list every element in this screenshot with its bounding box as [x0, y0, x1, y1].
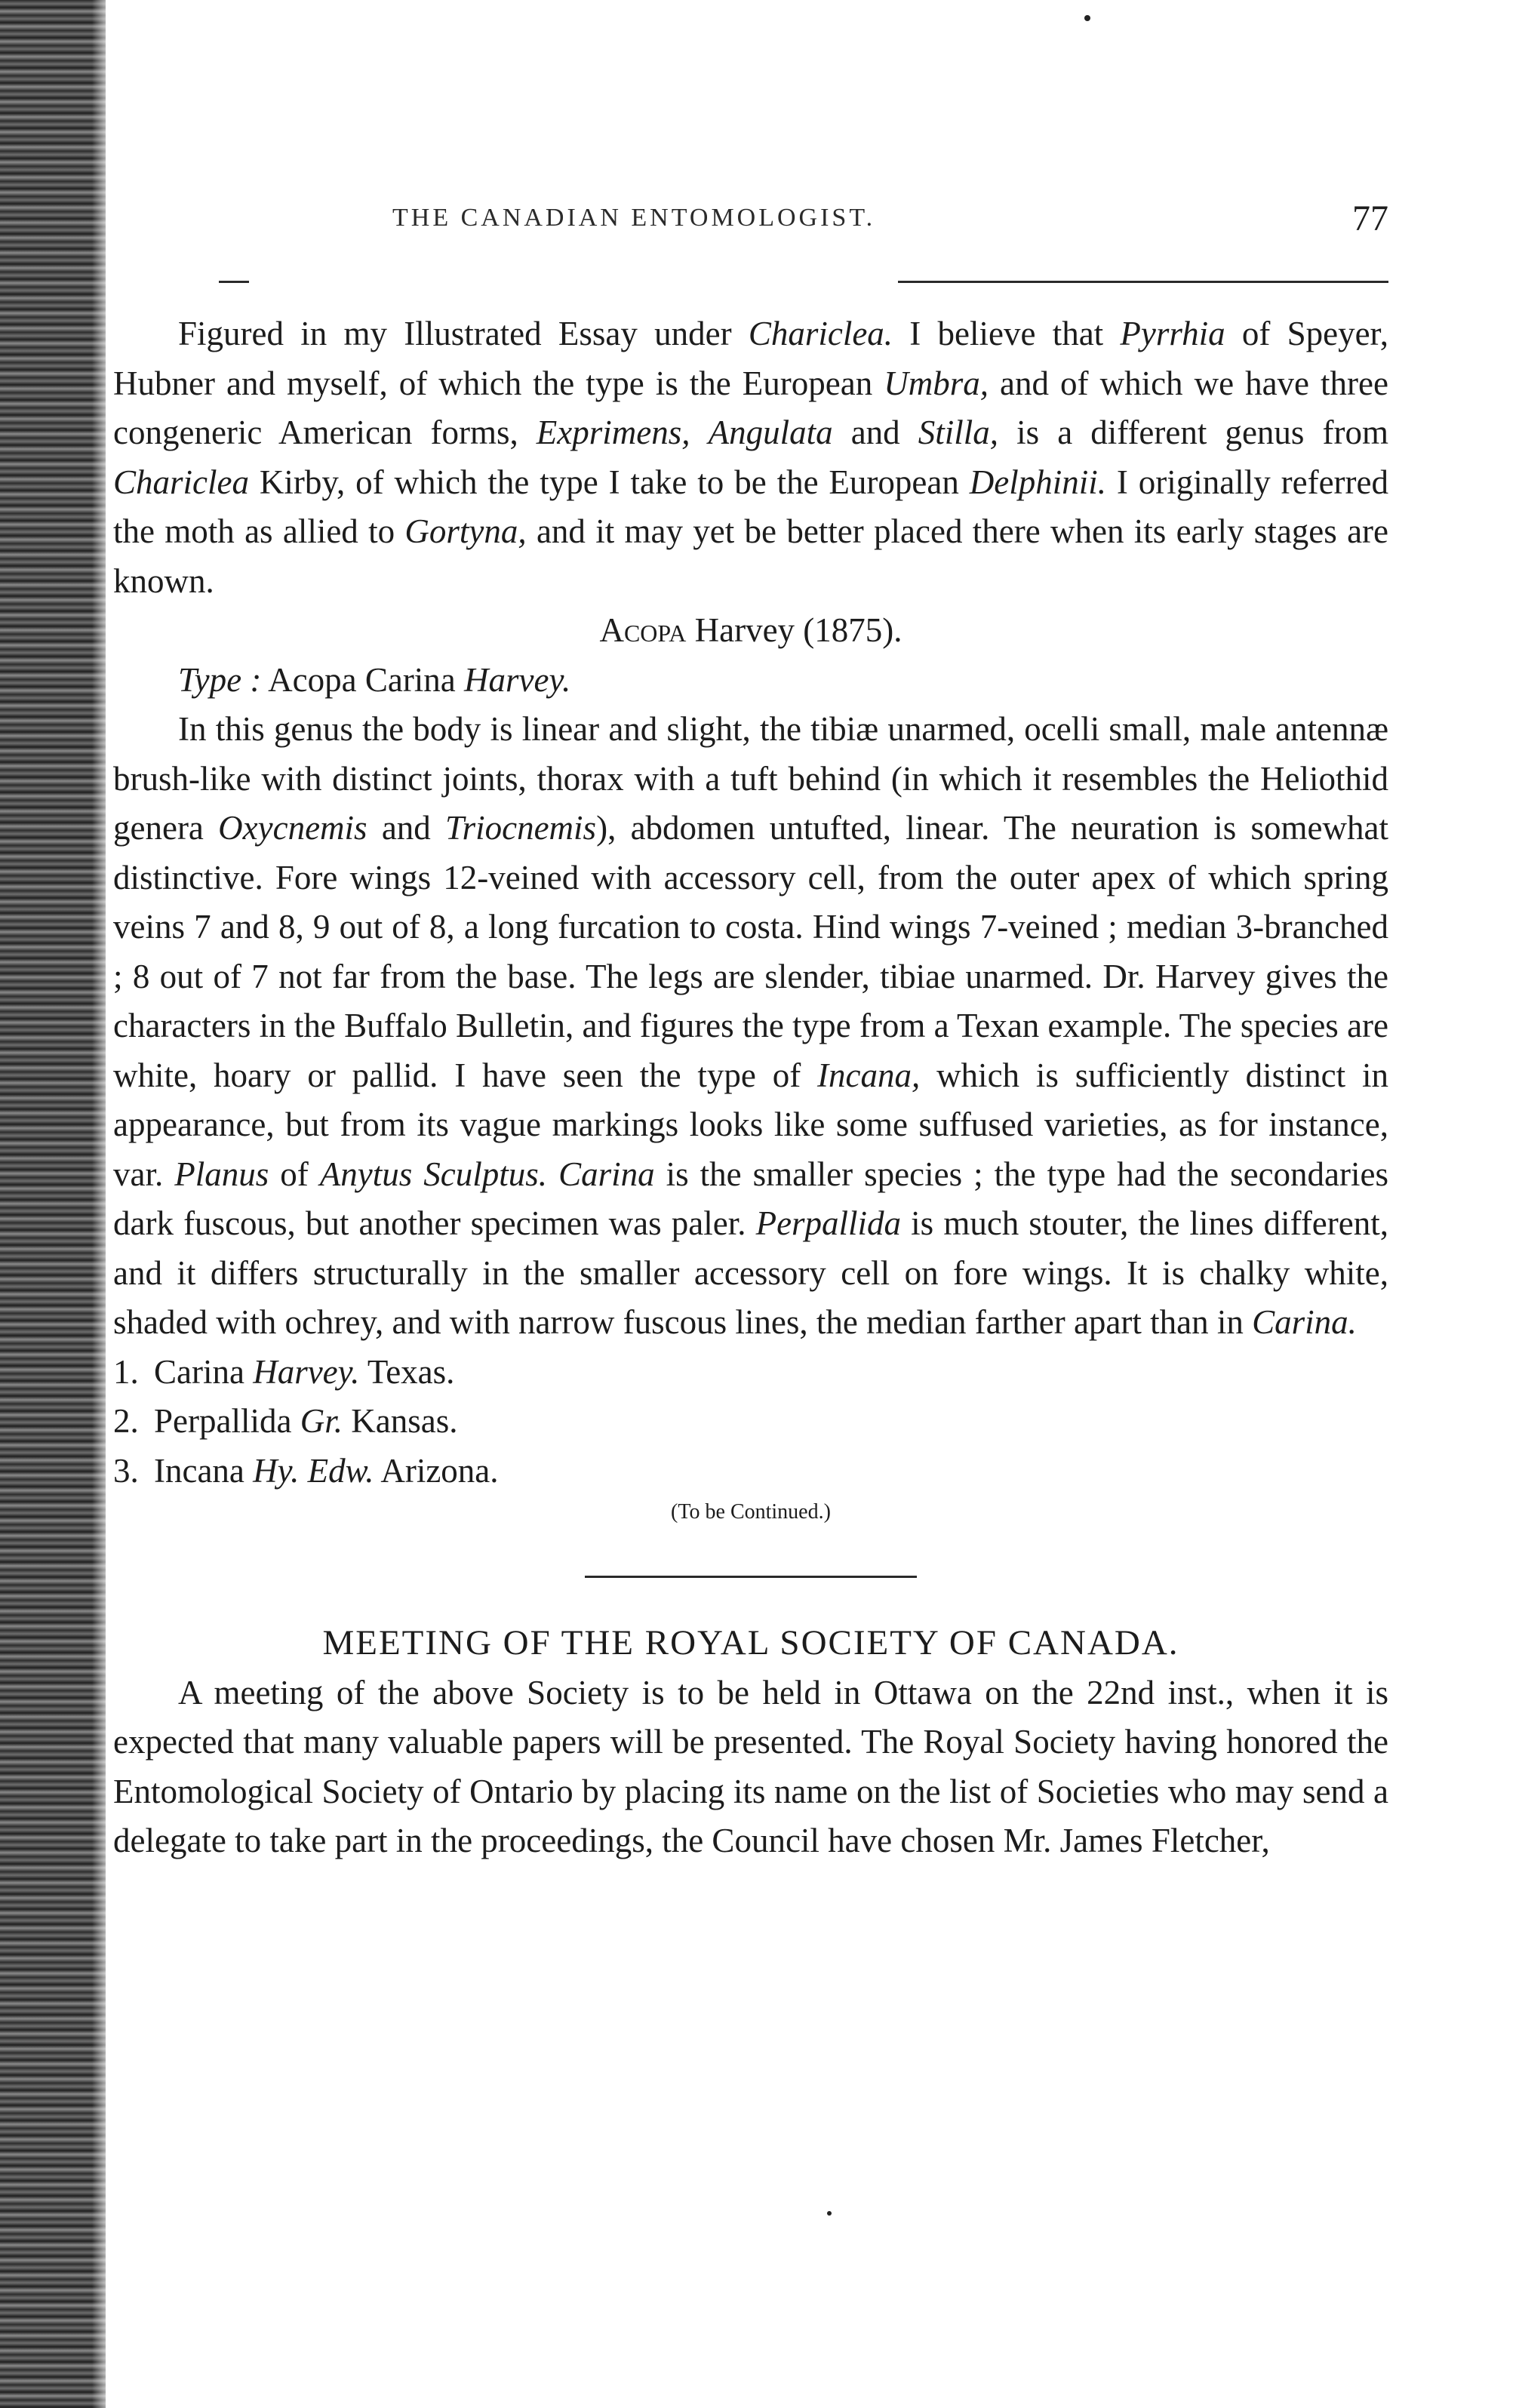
- type-line: Type : Acopa Carina Harvey.: [178, 660, 571, 699]
- section-heading: MEETING OF THE ROYAL SOCIETY OF CANADA.: [322, 1623, 1179, 1662]
- genus-heading: Acopa Harvey (1875).: [599, 611, 902, 649]
- book-binding-edge: [0, 0, 106, 2408]
- list-item: 3. Incana Hy. Edw. Arizona.: [113, 1451, 499, 1490]
- header-rule-right: [898, 281, 1388, 283]
- running-title: THE CANADIAN ENTOMOLOGIST.: [392, 204, 876, 232]
- page-header: [113, 198, 1388, 243]
- page-number: 77: [1352, 198, 1388, 238]
- header-rule-left: [219, 281, 249, 283]
- list-item: 2. Perpallida Gr. Kansas.: [113, 1402, 458, 1440]
- section-separator: [585, 1576, 917, 1578]
- document-page: [113, 0, 1388, 2408]
- paragraph-chariclea: Figured in my Illustrated Essay under Chariclea. I believe that Pyrrhia of Speyer, Hubner and myself, of which the type is the European Umbra, and of which we have three congeneric American forms, Exprimens, Angulata and Stilla, is a different genus from Chariclea Kirby, of which the type I take to be the European Delphinii. I originally referred the moth as allied to Gortyna, and it may yet be better placed there when its early stages are known.: [113, 315, 1389, 600]
- article-body: [113, 309, 1388, 1866]
- list-item: 1. Carina Harvey. Texas.: [113, 1352, 455, 1391]
- paragraph-acopa: In this genus the body is linear and slight, the tibiæ unarmed, ocelli small, male antennæ brush-like with distinct joints, thorax with a tuft behind (in which it resembles the Heliothid genera Oxycnemis and Triocnemis), abdomen untufted, linear. The neuration is somewhat distinctive. Fore wings 12-veined with accessory cell, from the outer apex of which spring veins 7 and 8, 9 out of 8, a long furcation to costa. Hind wings 7-veined ; median 3-branched ; 8 out of 7 not far from the base. The legs are slender, tibiae unarmed. Dr. Harvey gives the characters in the Buffalo Bulletin, and figures the type from a Texan example. The species are white, hoary or pallid. I have seen the type of Incana, which is sufficiently distinct in appearance, but from its vague markings looks like some suffused varieties, as for instance, var. Planus of Anytus Sculptus. Carina is the smaller species ; the type had the secondaries dark fuscous, but another specimen was paler. Perpallida is much stouter, the lines different, and it differs structurally in the smaller accessory cell on fore wings. It is chalky white, shaded with ochrey, and with narrow fuscous lines, the median farther apart than in Carina.: [113, 710, 1389, 1341]
- paragraph-royal-society: A meeting of the above Society is to be held in Ottawa on the 22nd inst., when it is expected that many valuable papers will be presented. The Royal Society having honored the Entomological Society of Ontario by placing its name on the list of Societies who may send a delegate to take part in the proceedings, the Council have chosen Mr. James Fletcher,: [113, 1673, 1388, 1859]
- continued-note: (To be Continued.): [671, 1500, 831, 1524]
